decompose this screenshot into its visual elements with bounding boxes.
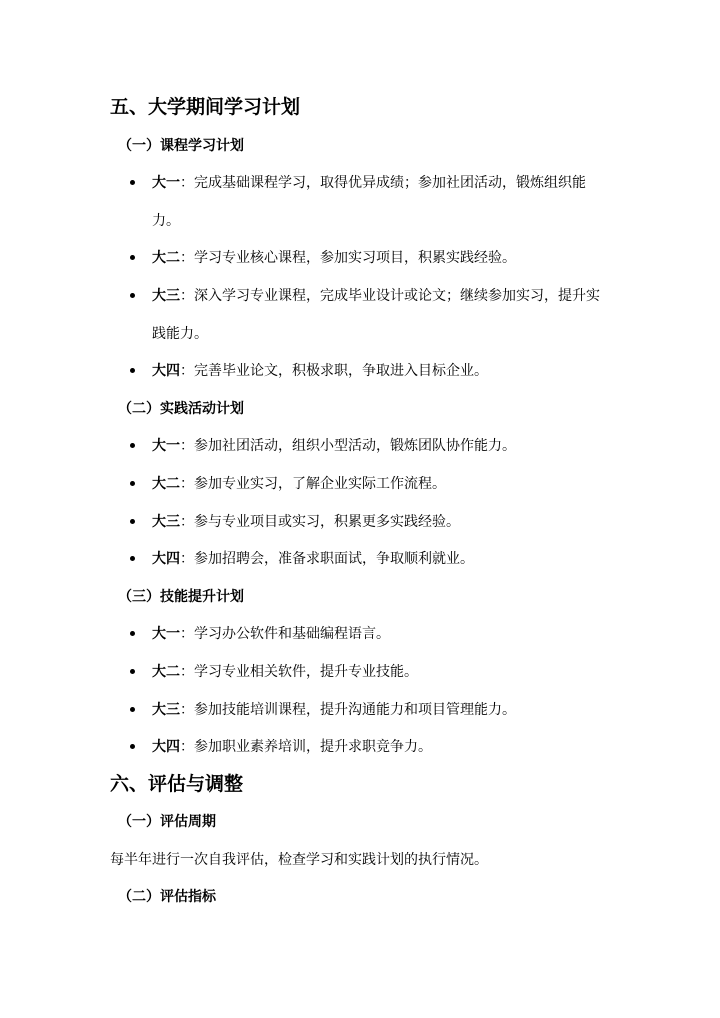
list-item (110, 164, 607, 239)
colon: ： (180, 700, 194, 717)
document-page (110, 89, 610, 916)
item-text: 参与专业项目或实习，积累更多实践经验。 (194, 512, 460, 529)
colon: ： (180, 662, 194, 679)
bullet-icon (130, 519, 135, 524)
bullet-icon (130, 669, 135, 674)
item-label: 大二 (152, 662, 180, 679)
item-text: 参加技能培训课程，提升沟通能力和项目管理能力。 (194, 700, 516, 717)
bullet-icon (130, 631, 135, 636)
item-text: 深入学习专业课程，完成毕业设计或论文；继续参加实习，提升实践能力。 (152, 286, 600, 341)
list-item (110, 615, 607, 653)
item-label: 大三 (152, 700, 180, 717)
bullet-icon (130, 368, 135, 373)
list-item (110, 540, 607, 578)
item-label: 大二 (152, 249, 180, 266)
list-item (110, 427, 607, 465)
item-label: 大四 (152, 550, 180, 567)
bullet-list (110, 164, 610, 390)
bullet-icon (130, 556, 135, 561)
colon: ： (180, 512, 194, 529)
colon: ： (180, 625, 194, 642)
paragraph: 每半年进行一次自我评估，检查学习和实践计划的执行情况。 (110, 850, 488, 867)
subsection-heading: （三）技能提升计划 (118, 587, 244, 604)
item-text: 学习专业核心课程，参加实习项目，积累实践经验。 (194, 249, 516, 266)
bullet-list (110, 427, 610, 577)
colon: ： (180, 286, 194, 303)
item-label: 大四 (152, 362, 180, 379)
subsection-heading: （一）评估周期 (118, 813, 216, 830)
bullet-icon (130, 255, 135, 260)
list-item (110, 352, 607, 390)
list-item (110, 239, 607, 277)
bullet-icon (130, 180, 135, 185)
item-label: 大一 (152, 625, 180, 642)
list-item (110, 728, 607, 766)
item-text: 完成基础课程学习，取得优异成绩；参加社团活动，锻炼组织能力。 (152, 174, 586, 228)
item-text: 参加职业素养培训，提升求职竞争力。 (194, 738, 432, 755)
colon: ： (180, 738, 194, 755)
subsection-heading: （一）课程学习计划 (118, 136, 244, 153)
colon: ： (180, 249, 194, 266)
item-text: 参加社团活动，组织小型活动，锻炼团队协作能力。 (194, 437, 516, 454)
list-item (110, 503, 607, 541)
list-item (110, 465, 607, 503)
colon: ： (180, 474, 194, 491)
item-label: 大三 (152, 512, 180, 529)
item-label: 大四 (152, 738, 180, 755)
item-text: 学习办公软件和基础编程语言。 (194, 625, 390, 642)
bullet-icon (130, 443, 135, 448)
item-label: 大二 (152, 474, 180, 491)
colon: ： (180, 362, 194, 379)
item-text: 完善毕业论文，积极求职，争取进入目标企业。 (194, 362, 488, 379)
bullet-icon (130, 707, 135, 712)
item-label: 大一 (152, 437, 180, 454)
section-heading: 六、评估与调整 (110, 773, 244, 795)
colon: ： (180, 550, 194, 567)
bullet-icon (130, 744, 135, 749)
bullet-list (110, 615, 610, 765)
item-text: 参加招聘会，准备求职面试，争取顺利就业。 (194, 550, 474, 567)
colon: ： (180, 437, 194, 454)
list-item (110, 691, 607, 729)
section-heading: 五、大学期间学习计划 (110, 97, 301, 118)
subsection-heading: （二）实践活动计划 (118, 399, 244, 416)
list-item (110, 277, 607, 352)
colon: ： (180, 174, 194, 191)
item-text: 参加专业实习，了解企业实际工作流程。 (194, 474, 446, 491)
bullet-icon (130, 293, 135, 298)
list-item (110, 653, 607, 691)
bullet-icon (130, 481, 135, 486)
item-label: 大三 (152, 286, 180, 303)
item-text: 学习专业相关软件，提升专业技能。 (194, 662, 418, 679)
subsection-heading: （二）评估指标 (118, 888, 216, 905)
item-label: 大一 (152, 174, 180, 191)
